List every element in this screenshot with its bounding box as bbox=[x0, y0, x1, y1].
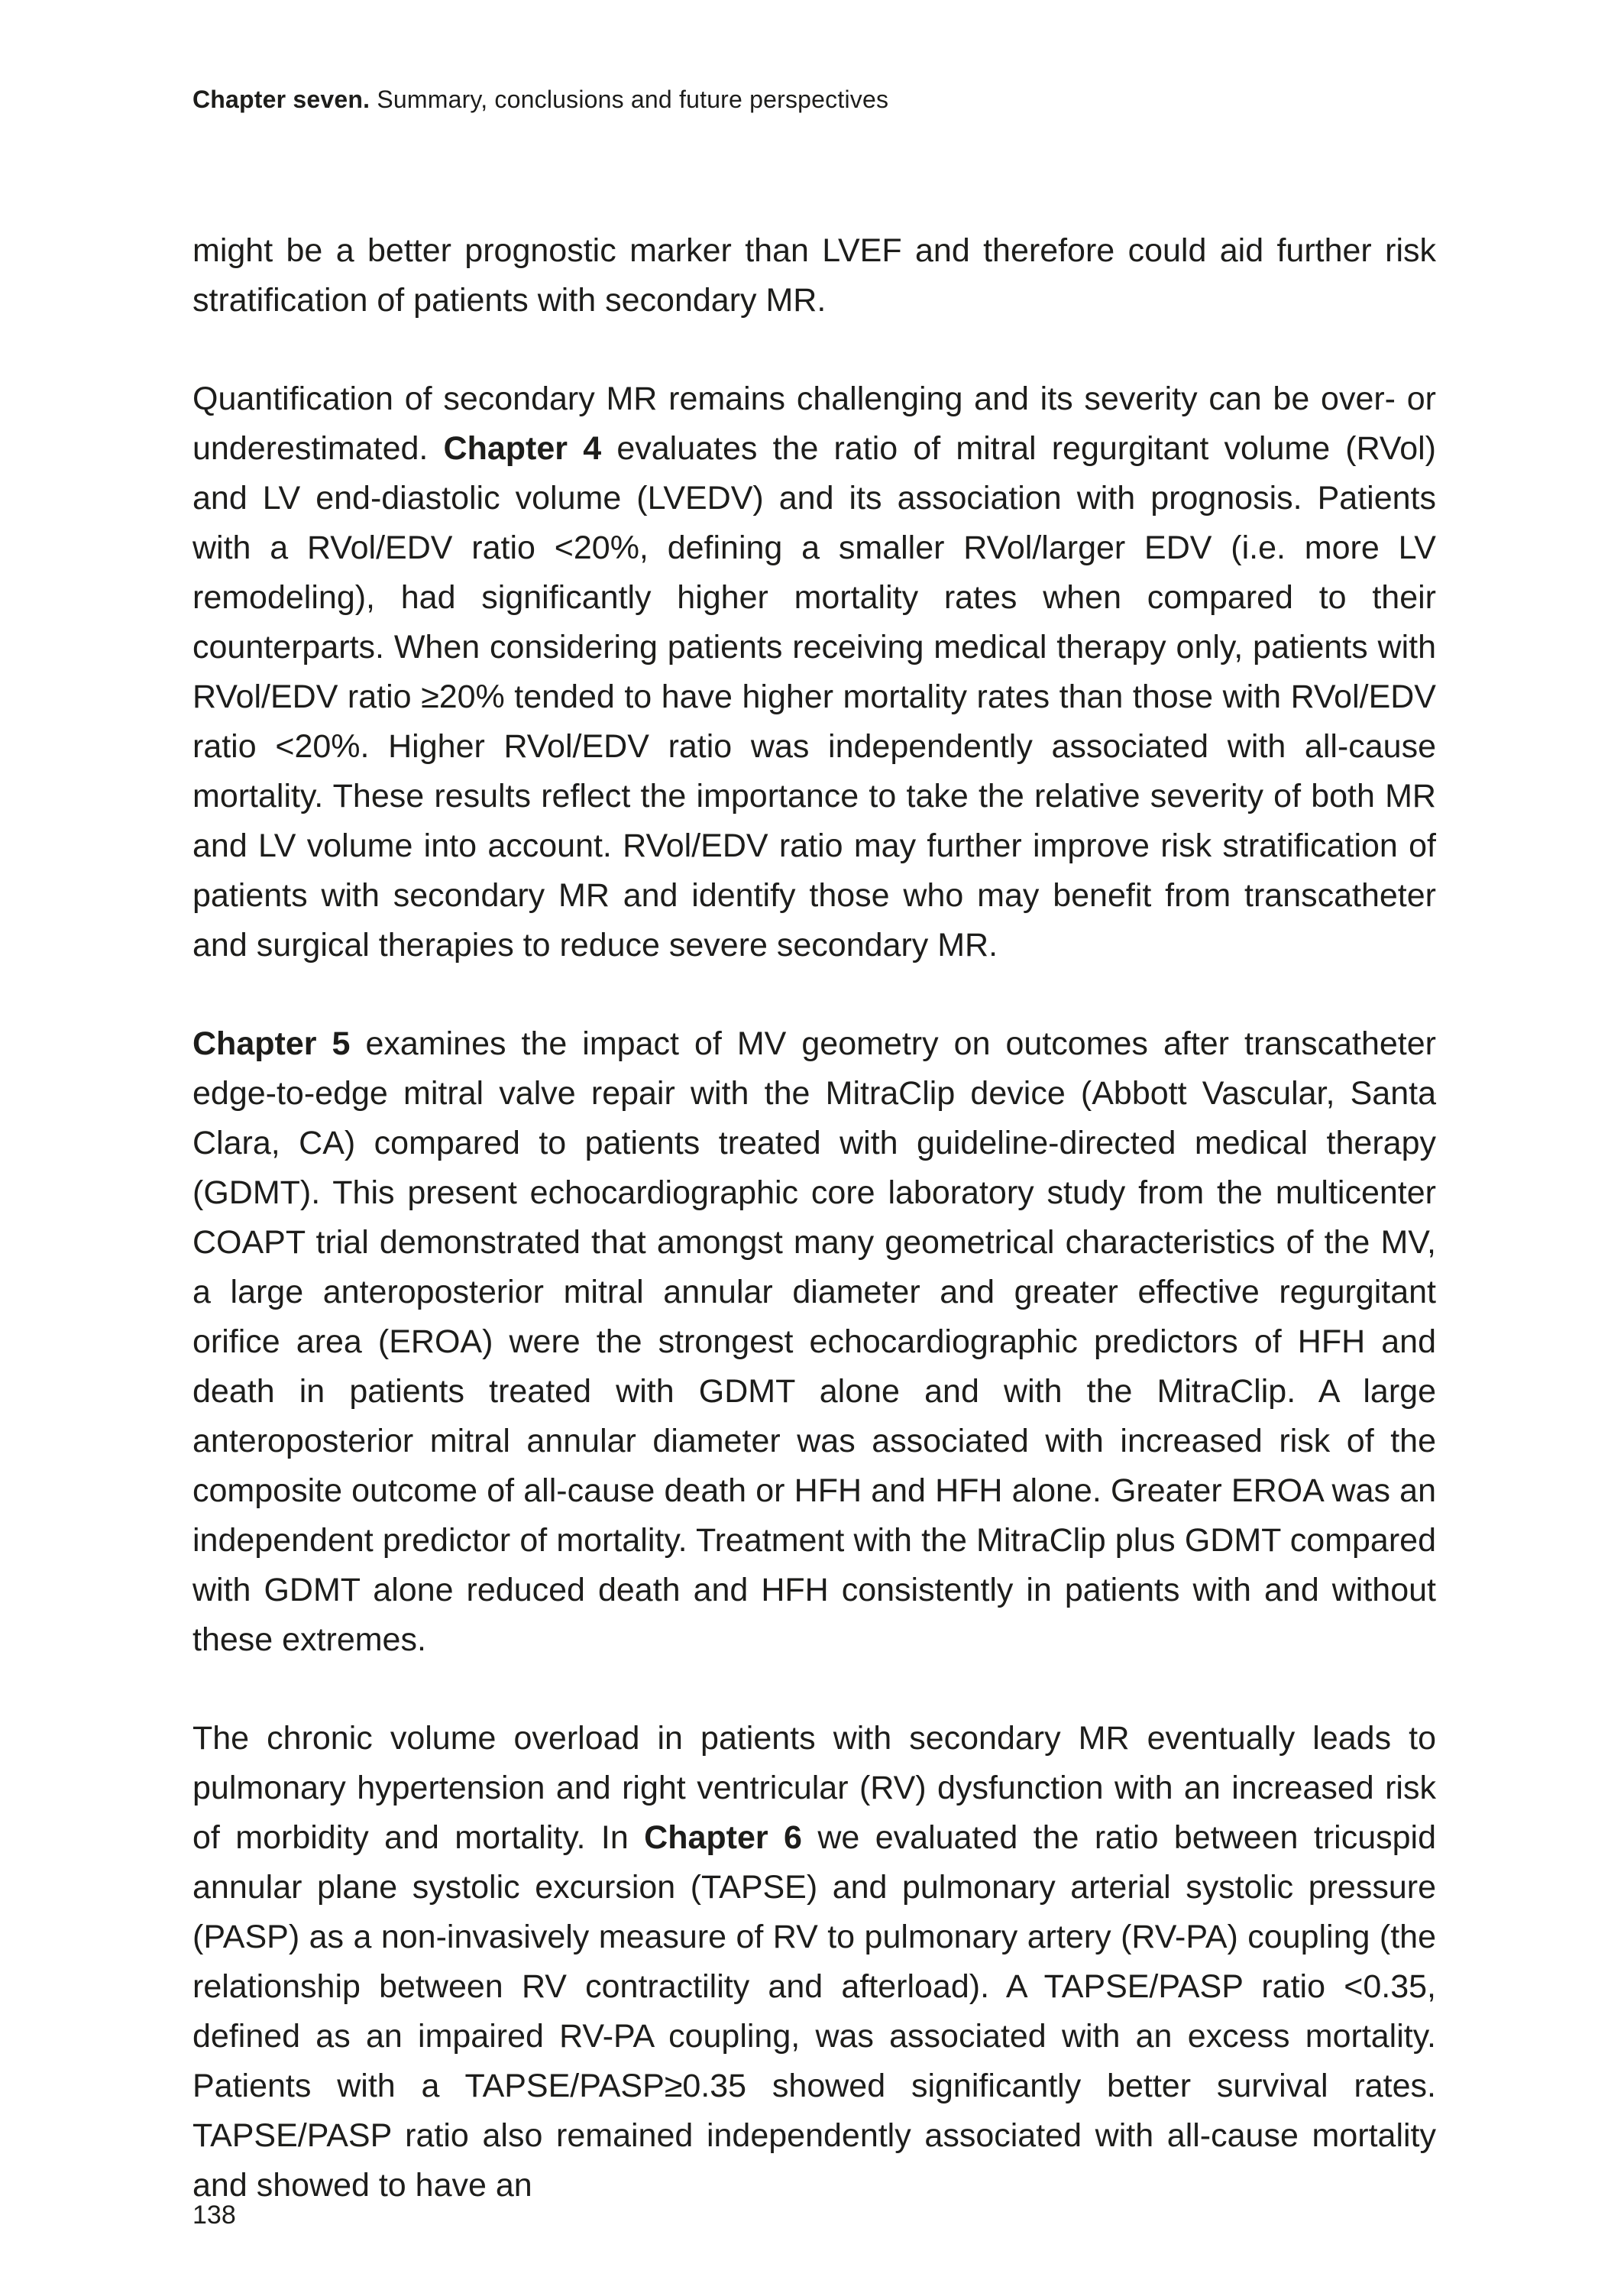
paragraph-text: The chronic volume overload in patients with secondary MR eventually leads to pulmonary hypertension and right ventricular (RV) dysfunction with an increased risk of morbidity and mortality. In bbox=[192, 1720, 1436, 1856]
paragraph bbox=[192, 1019, 1436, 1665]
chapter-reference: Chapter 5 bbox=[192, 1025, 351, 1062]
chapter-label: Chapter seven. bbox=[192, 86, 370, 113]
paragraph-text: examines the impact of MV geometry on outcomes after transcatheter edge-to-edge mitral valve repair with the MitraClip device (Abbott Vascular, Santa Clara, CA) compared to patients treated with guideline-directed medical therapy (GDMT). This present echocardiographic core laboratory study from the multicenter COAPT trial demonstrated that amongst many geometrical characteristics of the MV, a large anteroposterior mitral annular diameter and greater effective regurgitant orifice area (EROA) were the strongest echocardiographic predictors of HFH and death in patients treated with GDMT alone and with the MitraClip. A large anteroposterior mitral annular diameter was associated with increased risk of the composite outcome of all-cause death or HFH and HFH alone. Greater EROA was an independent predictor of mortality. Treatment with the MitraClip plus GDMT compared with GDMT alone reduced death and HFH consistently in patients with and without these extremes. bbox=[192, 1025, 1436, 1658]
running-header-title: Summary, conclusions and future perspectives bbox=[370, 86, 889, 113]
body-text bbox=[192, 226, 1436, 2210]
paragraph bbox=[192, 374, 1436, 970]
paragraph-text: might be a better prognostic marker than LVEF and therefore could aid further risk stratification of patients with secondary MR. bbox=[192, 232, 1436, 319]
paragraph-text: evaluates the ratio of mitral regurgitant volume (RVol) and LV end-diastolic volume (LVEDV) and its association with prognosis. Patients with a RVol/EDV ratio <20%, defining a smaller RVol/larger EDV (i.e. more LV remodeling), had significantly higher mortality rates when compared to their counterparts. When considering patients receiving medical therapy only, patients with RVol/EDV ratio ≥20% tended to have higher mortality rates than those with RVol/EDV ratio <20%. Higher RVol/EDV ratio was independently associated with all-cause mortality. These results reflect the importance to take the relative severity of both MR and LV volume into account. RVol/EDV ratio may further improve risk stratification of patients with secondary MR and identify those who may benefit from transcatheter and surgical therapies to reduce severe secondary MR. bbox=[192, 430, 1436, 964]
running-header bbox=[192, 84, 1435, 116]
paragraph bbox=[192, 1714, 1436, 2210]
chapter-reference: Chapter 4 bbox=[443, 430, 602, 467]
paragraph-text: we evaluated the ratio between tricuspid annular plane systolic excursion (TAPSE) and pulmonary arterial systolic pressure (PASP) as a non-invasively measure of RV to pulmonary artery (RV-PA) coupling (the relationship between RV contractility and afterload). A TAPSE/PASP ratio <0.35, defined as an impaired RV-PA coupling, was associated with an excess mortality. Patients with a TAPSE/PASP≥0.35 showed significantly better survival rates. TAPSE/PASP ratio also remained independently associated with all-cause mortality and showed to have an bbox=[192, 1819, 1436, 2204]
page-number: 138 bbox=[192, 2201, 236, 2230]
paragraph-text: Quantification of secondary MR remains challenging and its severity can be over- or underestimated. bbox=[192, 381, 1436, 467]
paragraph bbox=[192, 226, 1436, 325]
chapter-reference: Chapter 6 bbox=[644, 1819, 802, 1856]
